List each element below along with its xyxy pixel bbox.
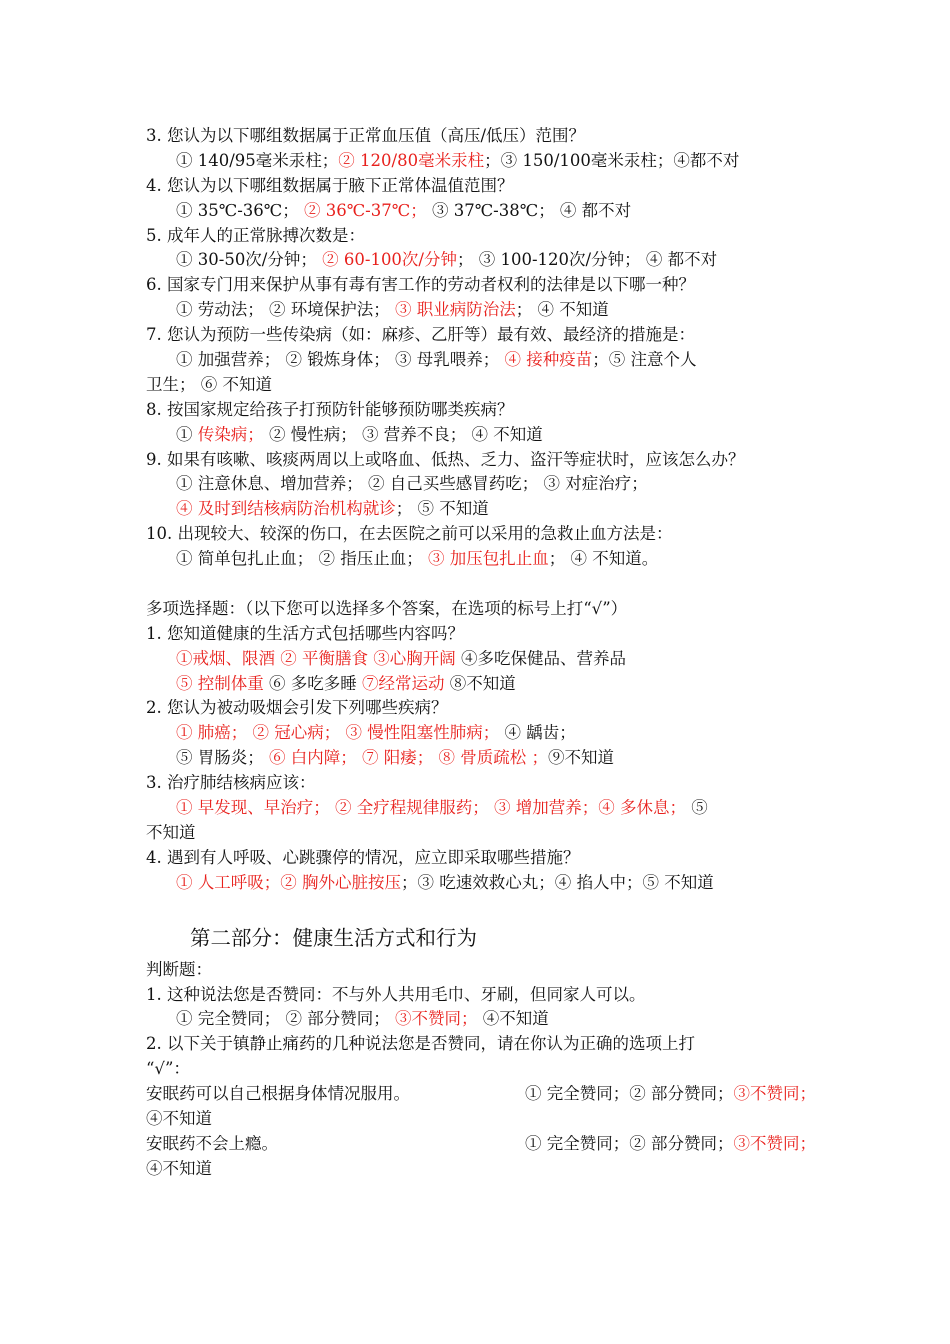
option-text: ① 完全赞同；② 部分赞同； [525,1133,734,1153]
option-text: ① 35℃-36℃； [176,200,304,220]
multi-question-1-stem: 1. 您知道健康的生活方式包括哪些内容吗？ [146,623,464,643]
option-text: ④多吃保健品、营养品 [455,648,626,668]
option-text: ； ③ 100-120次/分钟； ④ 都不对 [457,250,718,270]
correct-option: ② 120/80毫米汞柱 [338,150,485,170]
judge-question-2-stem: 2. 以下关于镇静止痛药的几种说法您是否赞同，请在你认为正确的选项上打 [146,1034,695,1054]
multi-question-3-options [146,796,816,821]
multi-question-1-options-line2 [146,672,816,697]
multi-question-4-options [146,871,816,896]
question-9-options-line1: ① 注意休息、增加营养； ② 自己买些感冒药吃； ③ 对症治疗； [176,474,648,494]
question-9-options-line2 [146,497,816,522]
multi-question-3-continuation: 不知道 [146,822,196,842]
judge-statement-1-continuation: ④不知道 [146,1108,212,1128]
correct-option: ③不赞同； [733,1084,816,1104]
question-5-stem: 5. 成年人的正常脉搏次数是： [146,225,365,245]
question-10-options [146,547,816,572]
option-text: ⑧不知道 [444,673,516,693]
question-4-options [146,199,816,224]
correct-option: ① 早发现、早治疗； ② 全疗程规律服药； ③ 增加营养；④ 多休息； [176,798,686,818]
correct-option: ① 人工呼吸；② 胸外心脏按压 [176,872,401,892]
correct-option: ④ 接种疫苗 [504,350,593,370]
question-6-stem: 6. 国家专门用来保护从事有毒有害工作的劳动者权利的法律是以下哪一种？ [146,275,695,295]
judge-statement-2 [146,1132,816,1157]
judge-question-1-stem: 1. 这种说法您是否赞同：不与外人共用毛巾、牙刷，但同家人可以。 [146,984,646,1004]
option-text: ⑤ [685,798,708,818]
question-10-stem: 10. 出现较大、较深的伤口，在去医院之前可以采用的急救止血方法是： [146,524,673,544]
correct-option: ③ 职业病防治法 [394,300,516,320]
multi-question-4-stem: 4. 遇到有人呼吸、心跳骤停的情况，应立即采取哪些措施？ [146,847,580,867]
correct-option: ③ 加压包扎止血 [427,549,549,569]
correct-option: ⑤ 控制体重 [176,673,264,693]
option-text: ⑤ 胃肠炎； [176,748,269,768]
question-5-options [146,248,816,273]
question-7-stem: 7. 您认为预防一些传染病（如：麻疹、乙肝等）最有效、最经济的措施是： [146,325,695,345]
document-page [146,124,816,1182]
option-text: ① 140/95毫米汞柱； [176,150,339,170]
question-7-options [146,348,816,373]
judge-statement-1 [146,1082,816,1107]
statement-text: 安眠药不会上瘾。 [146,1133,278,1153]
correct-option: ④ 及时到结核病防治机构就诊 [176,499,396,519]
judge-question-2-stem-cont: “√”： [146,1059,190,1079]
multi-question-1-options-line1 [146,647,816,672]
option-text: ⑥ 多吃多睡 [263,673,362,693]
correct-option: ⑦经常运动 [362,673,445,693]
correct-option: ② 36℃-37℃； [303,200,427,220]
question-8-stem: 8. 按国家规定给孩子打预防针能够预防哪类疾病？ [146,399,514,419]
statement-options [525,1082,816,1107]
question-3-stem: 3. 您认为以下哪组数据属于正常血压值（高压/低压）范围？ [146,126,586,145]
part-2-title: 第二部分：健康生活方式和行为 [190,925,477,950]
multi-question-2-stem: 2. 您认为被动吸烟会引发下列哪些疾病？ [146,698,448,718]
option-text: ； ⑤ 不知道 [395,499,489,519]
option-text: ④不知道 [477,1009,549,1029]
option-text: ① 加强营养； ② 锻炼身体； ③ 母乳喂养； [176,350,505,370]
correct-option: ③不赞同； [733,1133,816,1153]
question-3-options [146,149,816,174]
option-text: ① 简单包扎止血； ② 指压止血； [176,549,428,569]
judge-question-1-options [146,1007,816,1032]
question-9-stem: 9. 如果有咳嗽、咳痰两周以上或咯血、低热、乏力、盗汗等症状时，应该怎么办？ [146,449,745,469]
option-text: ⑨不知道 [547,748,614,768]
option-text: ；⑤ 注意个人 [592,350,697,370]
question-7-continuation: 卫生； ⑥ 不知道 [146,374,272,394]
statement-options [525,1132,816,1157]
option-text: ③ 37℃-38℃； ④ 都不对 [426,200,632,220]
option-text: ① [176,424,198,444]
multi-question-3-stem: 3. 治疗肺结核病应该： [146,773,316,793]
question-4-stem: 4. 您认为以下哪组数据属于腋下正常体温值范围？ [146,175,514,195]
spacer [146,572,816,597]
option-text: ① 劳动法； ② 环境保护法； [176,300,395,320]
option-text: ④ 龋齿； [499,723,576,743]
statement-text: 安眠药可以自己根据身体情况服用。 [146,1084,410,1104]
option-text: ① 30-50次/分钟； [176,250,323,270]
multi-question-2-options-line2 [146,746,816,771]
correct-option: 传染病； [197,424,264,444]
option-text: ；③ 吃速效救心丸；④ 掐人中；⑤ 不知道 [401,872,714,892]
correct-option: ⑥ 白内障； ⑦ 阳痿； ⑧ 骨质疏松 ； [269,748,548,768]
correct-option: ② 60-100次/分钟 [322,250,457,270]
question-8-options [146,423,816,448]
option-text: ； ④ 不知道。 [548,549,659,569]
option-text: ① 完全赞同；② 部分赞同； [525,1084,734,1104]
question-6-options [146,298,816,323]
judge-header: 判断题： [146,959,212,979]
option-text: ① 完全赞同； ② 部分赞同； [176,1009,395,1029]
multi-choice-header: 多项选择题：（以下您可以选择多个答案，在选项的标号上打“√”） [146,598,628,618]
option-text: ；③ 150/100毫米汞柱；④都不对 [484,150,740,170]
judge-statement-2-continuation: ④不知道 [146,1158,212,1178]
correct-option: ①戒烟、限酒 ② 平衡膳食 ③心胸开阔 [176,648,456,668]
option-text: ② 慢性病； ③ 营养不良； ④ 不知道 [263,424,543,444]
correct-option: ③不赞同； [394,1009,478,1029]
multi-question-2-options-line1 [146,721,816,746]
option-text: ； ④ 不知道 [515,300,609,320]
correct-option: ① 肺癌； ② 冠心病； ③ 慢性阻塞性肺病； [176,723,500,743]
